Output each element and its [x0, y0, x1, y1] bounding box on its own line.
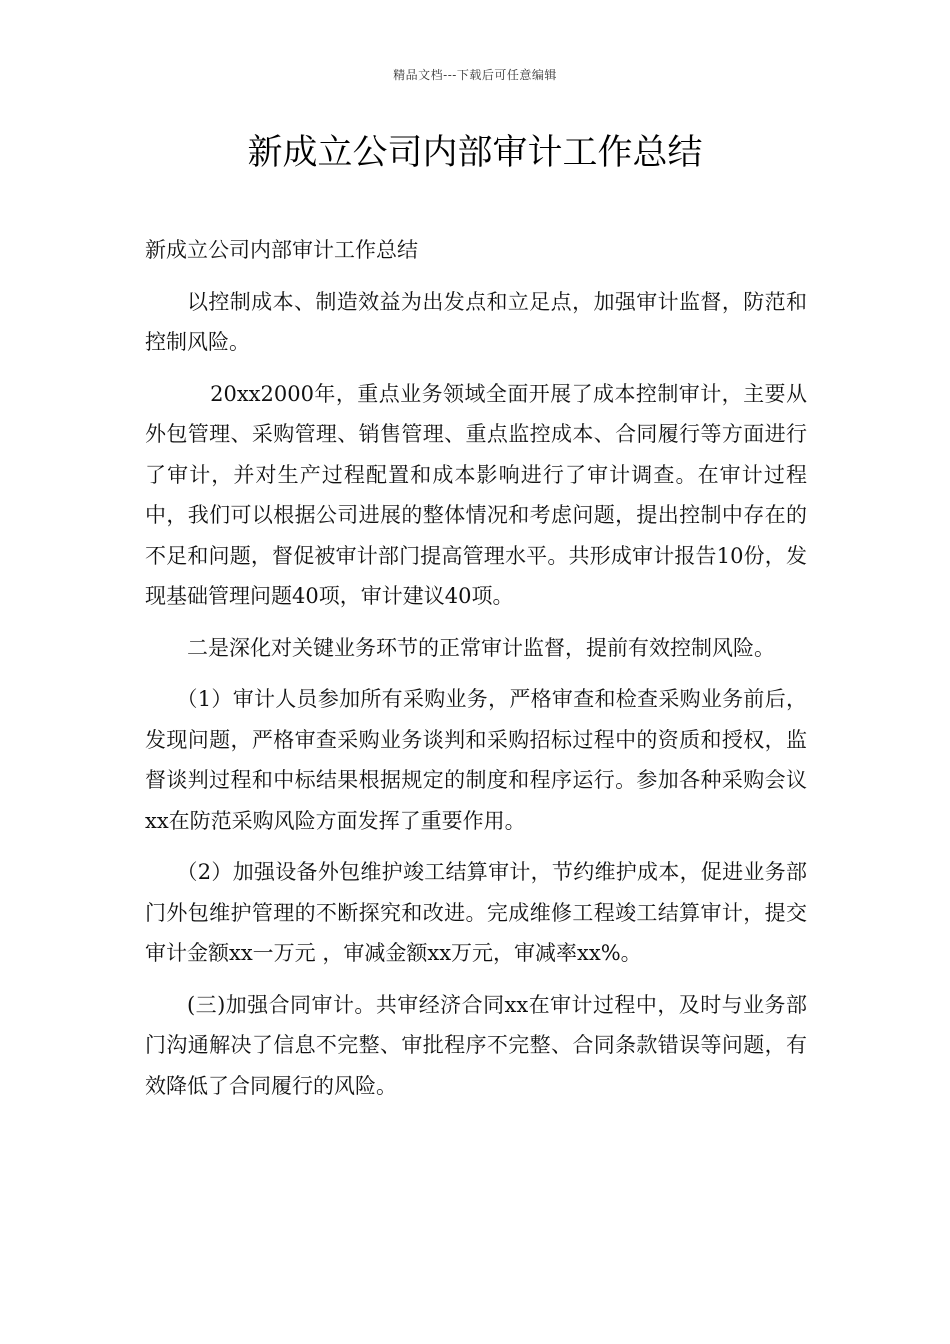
- header-note: 精品文档---下载后可任意编辑: [393, 68, 557, 82]
- document-subtitle: 新成立公司内部审计工作总结: [145, 238, 418, 262]
- paragraph: （1）审计人员参加所有采购业务，严格审查和检查采购业务前后，发现问题，严格审查采购业务谈判和采购招标过程中的资质和授权，监督谈判过程和中标结果根据规定的制度和程序运行。参加各种采购会议xx在防范采购风险方面发挥了重要作用。: [145, 687, 807, 833]
- document-title: 新成立公司内部审计工作总结: [247, 133, 703, 173]
- paragraph: 以控制成本、制造效益为出发点和立足点，加强审计监督，防范和控制风险。: [145, 289, 807, 354]
- document-body: [145, 230, 807, 1117]
- paragraph: 20xx2000年，重点业务领域全面开展了成本控制审计，主要从外包管理、采购管理、销售管理、重点监控成本、合同履行等方面进行了审计，并对生产过程配置和成本影响进行了审计调查。在审计过程中，我们可以根据公司进展的整体情况和考虑问题，提出控制中存在的不足和问题，督促被审计部门提高管理水平。共形成审计报告10份，发现基础管理问题40项，审计建议40项。: [145, 381, 807, 608]
- paragraph: （2）加强设备外包维护竣工结算审计，节约维护成本，促进业务部门外包维护管理的不断探究和改进。完成维修工程竣工结算审计，提交审计金额xx一万元 ，审减金额xx万元，审减率xx%。: [145, 860, 807, 965]
- paragraph: 二是深化对关键业务环节的正常审计监督，提前有效控制风险。: [187, 635, 775, 660]
- paragraph: (三)加强合同审计。共审经济合同xx在审计过程中，及时与业务部门沟通解决了信息不完整、审批程序不完整、合同条款错误等问题，有效降低了合同履行的风险。: [145, 992, 807, 1098]
